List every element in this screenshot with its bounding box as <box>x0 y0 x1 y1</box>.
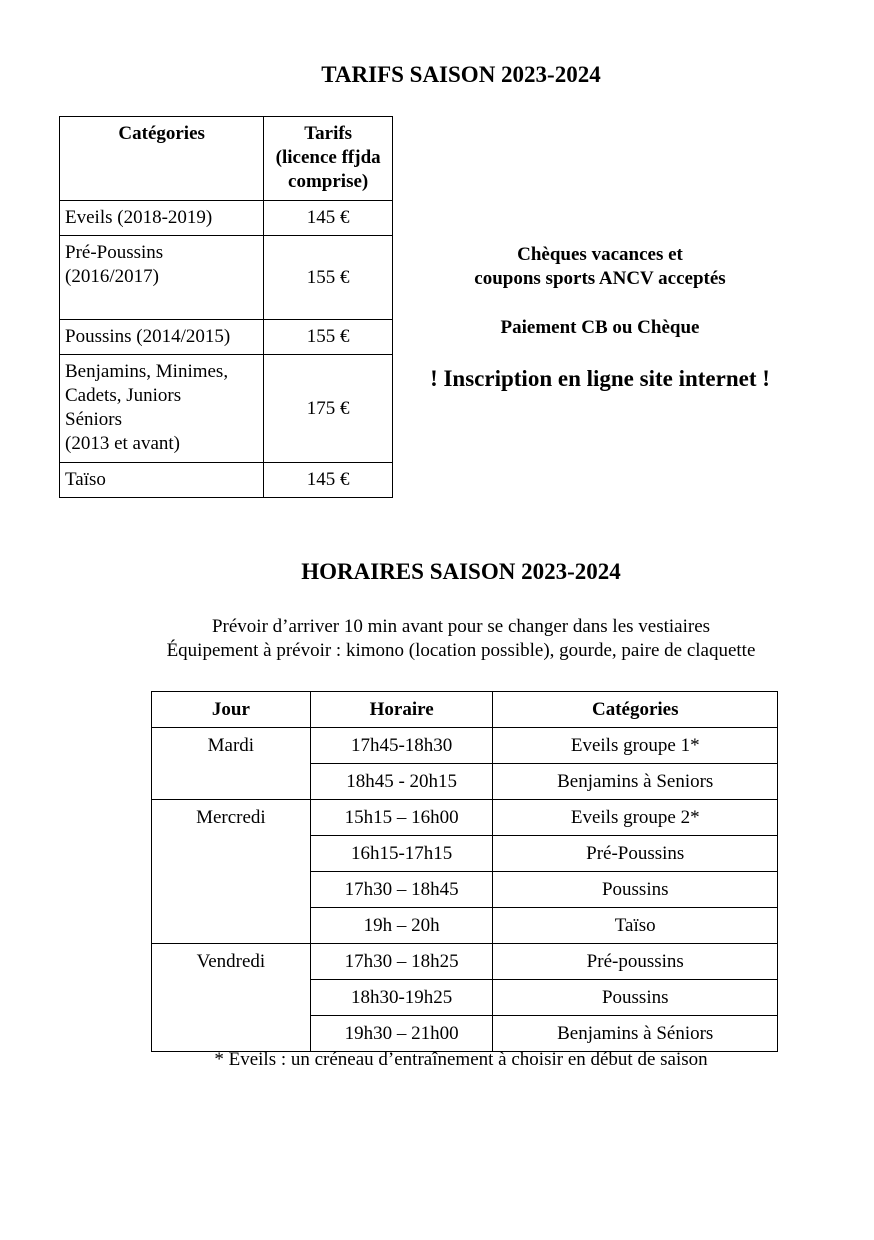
category-cell <box>60 463 264 498</box>
table-row <box>152 944 778 980</box>
day-cell: Vendredi <box>152 944 311 1052</box>
category-label: Benjamins, Minimes, <box>65 361 229 382</box>
category-years: (2016/2017) <box>65 266 159 287</box>
table-row <box>60 201 393 236</box>
category-cell: Poussins <box>493 980 778 1016</box>
header-label-line: Tarifs <box>304 123 353 144</box>
inscription-notice: ! Inscription en ligne site internet ! <box>430 366 770 391</box>
category-cell: Benjamins à Séniors <box>493 1016 778 1052</box>
table-row <box>60 236 393 320</box>
time-cell: 18h30-19h25 <box>310 980 493 1016</box>
horaires-title: HORAIRES SAISON 2023-2024 <box>301 559 621 584</box>
horaires-header-row <box>152 692 778 728</box>
tarifs-header-categories <box>60 117 264 201</box>
category-cell <box>60 320 264 355</box>
cheques-line: coupons sports ANCV acceptés <box>474 268 726 289</box>
category-label: Séniors <box>65 409 122 430</box>
equipment-note: Équipement à prévoir : kimono (location possible), gourde, paire de claquette <box>166 640 756 661</box>
table-row <box>152 728 778 764</box>
time-cell: 17h45-18h30 <box>310 728 493 764</box>
tarifs-table <box>59 116 393 498</box>
header-label-line: (licence ffjda <box>275 147 381 168</box>
category-label: Taïso <box>65 469 106 490</box>
category-cell: Eveils groupe 2* <box>493 800 778 836</box>
category-years: (2013 et avant) <box>65 433 181 454</box>
category-cell: Poussins <box>493 872 778 908</box>
day-cell: Mercredi <box>152 800 311 944</box>
category-label: Cadets, Juniors <box>65 385 182 406</box>
tarifs-header-tarifs <box>264 117 393 201</box>
category-cell: Eveils groupe 1* <box>493 728 778 764</box>
time-cell: 19h – 20h <box>310 908 493 944</box>
horaires-table <box>151 691 778 1052</box>
table-row <box>60 355 393 463</box>
category-cell <box>60 236 264 320</box>
paiement-info: Paiement CB ou Chèque <box>500 317 700 338</box>
tarifs-header-row <box>60 117 393 201</box>
category-cell: Taïso <box>493 908 778 944</box>
price-cell: 145 € <box>264 201 393 236</box>
day-cell: Mardi <box>152 728 311 800</box>
category-label: Pré-Poussins <box>65 242 164 263</box>
time-cell: 19h30 – 21h00 <box>310 1016 493 1052</box>
price-cell: 155 € <box>264 320 393 355</box>
category-label: Eveils (2018-2019) <box>65 207 213 228</box>
cheques-info <box>400 243 800 291</box>
tarifs-title: TARIFS SAISON 2023-2024 <box>321 62 601 87</box>
eveils-footnote: * Eveils : un créneau d’entraînement à choisir en début de saison <box>214 1049 708 1070</box>
category-label: Poussins (2014/2015) <box>65 326 231 347</box>
price-cell: 175 € <box>264 355 393 463</box>
category-cell: Pré-Poussins <box>493 836 778 872</box>
time-cell: 15h15 – 16h00 <box>310 800 493 836</box>
price-cell: 155 € <box>264 236 393 320</box>
price-cell: 145 € <box>264 463 393 498</box>
time-cell: 18h45 - 20h15 <box>310 764 493 800</box>
arrival-note: Prévoir d’arriver 10 min avant pour se changer dans les vestiaires <box>211 616 711 637</box>
category-cell <box>60 201 264 236</box>
table-row <box>60 320 393 355</box>
cheques-line: Chèques vacances et <box>517 244 683 265</box>
header-horaire: Horaire <box>310 692 493 728</box>
table-row <box>60 463 393 498</box>
header-jour: Jour <box>152 692 311 728</box>
category-cell <box>60 355 264 463</box>
category-cell: Pré-poussins <box>493 944 778 980</box>
time-cell: 16h15-17h15 <box>310 836 493 872</box>
header-label-line: comprise) <box>288 171 369 192</box>
time-cell: 17h30 – 18h45 <box>310 872 493 908</box>
header-categories: Catégories <box>493 692 778 728</box>
header-label: Catégories <box>118 123 205 144</box>
category-cell: Benjamins à Seniors <box>493 764 778 800</box>
time-cell: 17h30 – 18h25 <box>310 944 493 980</box>
table-row <box>152 800 778 836</box>
